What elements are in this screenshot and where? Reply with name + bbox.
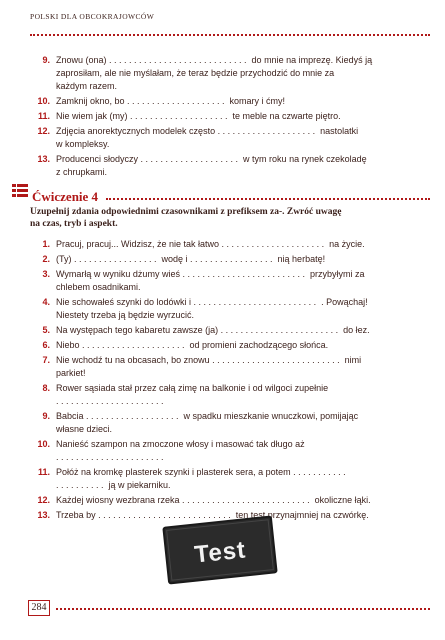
- item-text-line: Na występach tego kabaretu zawsze (ja) . . . . . . . . . . . . . . . . . . . . . . . . do łez.: [56, 325, 370, 335]
- item-text-line: Nanieść szampon na zmoczone włosy i masować tak długo aż: [56, 439, 305, 449]
- item-number: 12.: [37, 495, 50, 505]
- item-number: 8.: [42, 383, 50, 393]
- item-number: 11.: [37, 467, 50, 477]
- list-item: [42, 268, 436, 294]
- list-item: [42, 253, 436, 266]
- exercise-dotted-rule: [106, 198, 430, 200]
- item-text-line: Niebo . . . . . . . . . . . . . . . . . . . . . od promieni zachodzącego słońca.: [56, 340, 329, 350]
- item-number: 3.: [42, 269, 50, 279]
- item-text-line: Trzeba by . . . . . . . . . . . . . . . . . . . . . . . . . . . ten test przynajmniej na czwórkę.: [56, 510, 369, 520]
- list-item: [37, 494, 436, 507]
- running-header: POLSKI DLA OBCOKRAJOWCÓW: [30, 12, 155, 21]
- list-item: [37, 153, 436, 179]
- item-number: 6.: [42, 340, 50, 350]
- item-text-line: Każdej wiosny wezbrana rzeka . . . . . . . . . . . . . . . . . . . . . . . . . . okoliczne łąki.: [56, 495, 371, 505]
- item-text-line: Nie wchodź tu na obcasach, bo znowu . . . . . . . . . . . . . . . . . . . . . . . . . . nimi: [56, 355, 362, 365]
- item-number: 9.: [42, 55, 50, 65]
- item-text-line: chlebem osadnikami.: [56, 282, 141, 292]
- list-item: [42, 339, 436, 352]
- item-text-line: Rower sąsiada stał przez całą zimę na balkonie i od wilgoci zupełnie: [56, 383, 329, 393]
- item-number: 9.: [42, 411, 50, 421]
- list-item: [37, 110, 436, 123]
- item-text-line: . . . . . . . . . . . . . . . . . . . . . .: [56, 452, 164, 462]
- item-text-line: . . . . . . . . . . . . . . . . . . . . . .: [56, 396, 164, 406]
- instruction-line-2: na czas, tryb i aspekt.: [30, 219, 118, 229]
- item-text-line: Pracuj, pracuj... Widzisz, że nie tak łatwo . . . . . . . . . . . . . . . . . . . . . na życie.: [56, 239, 365, 249]
- item-number: 1.: [42, 239, 50, 249]
- exercise-title: Ćwiczenie 4: [32, 189, 99, 204]
- item-number: 10.: [37, 439, 50, 449]
- list-item: [37, 438, 436, 464]
- list-item: [42, 324, 436, 337]
- item-number: 2.: [42, 254, 50, 264]
- item-text-line: z chrupkami.: [56, 167, 108, 177]
- list-item: [42, 296, 436, 322]
- list-item: [37, 466, 436, 492]
- item-text-line: Wymarłą w wyniku dżumy wieś . . . . . . . . . . . . . . . . . . . . . . . . . przybyłymi za: [56, 269, 365, 279]
- list-item: [37, 125, 436, 151]
- item-number: 10.: [37, 96, 50, 106]
- item-text-line: Zamknij okno, bo . . . . . . . . . . . . . . . . . . . . komary i ćmy!: [56, 96, 286, 106]
- item-text-line: Niestety trzeba ją będzie wyrzucić.: [56, 310, 195, 320]
- item-number: 5.: [42, 325, 50, 335]
- item-text-line: Nie wiem jak (my) . . . . . . . . . . . . . . . . . . . . te meble na czwarte piętro.: [56, 111, 341, 121]
- item-text-line: Nie schowałeś szynki do lodówki i . . . . . . . . . . . . . . . . . . . . . . . . . . Powąchaj!: [56, 297, 368, 307]
- item-text-line: Zdjęcia anorektycznych modelek często . . . . . . . . . . . . . . . . . . . . nastolatki: [56, 126, 359, 136]
- chalkboard-image: [158, 514, 282, 586]
- item-text-line: własne dzieci.: [56, 424, 113, 434]
- list-item: [42, 54, 436, 93]
- list-item: [42, 382, 436, 408]
- item-text-line: Babcia . . . . . . . . . . . . . . . . . . . w spadku mieszkanie wnuczkowi, pomijając: [56, 411, 359, 421]
- item-text-line: Połóż na kromkę plasterek szynki i plasterek sera, a potem . . . . . . . . . . .: [56, 467, 346, 477]
- item-number: 12.: [37, 126, 50, 136]
- item-text-line: zaprosiłam, ale nie myślałam, że teraz będzie przychodzić do mnie za: [56, 68, 335, 78]
- list-item: [42, 238, 436, 251]
- item-text-line: Znowu (ona) . . . . . . . . . . . . . . . . . . . . . . . . . . . . do mnie na imprezę. Kiedyś ją: [56, 55, 373, 65]
- exercise-icon: [12, 184, 28, 198]
- item-text-line: każdym razem.: [56, 81, 118, 91]
- item-text-line: parkiet!: [56, 368, 86, 378]
- item-number: 4.: [42, 297, 50, 307]
- footer-dotted-rule: [56, 608, 430, 610]
- item-number: 13.: [37, 154, 50, 164]
- exercise-instruction: [30, 206, 420, 230]
- item-text-line: . . . . . . . . . . ją w piekarniku.: [56, 480, 171, 490]
- item-number: 7.: [42, 355, 50, 365]
- chalkboard-text: Test: [193, 536, 248, 569]
- page-number: 284: [28, 600, 50, 616]
- list-item: [42, 410, 436, 436]
- header-dotted-rule: [30, 34, 430, 36]
- item-number: 11.: [37, 111, 50, 121]
- list-item: [37, 95, 436, 108]
- item-text-line: w kompleksy.: [56, 139, 110, 149]
- instruction-line-1: Uzupełnij zdania odpowiednimi czasownikami z prefiksem za-. Zwróć uwagę: [30, 207, 342, 217]
- item-number: 13.: [37, 510, 50, 520]
- list-item: [42, 354, 436, 380]
- item-text-line: (Ty) . . . . . . . . . . . . . . . . . wodę i . . . . . . . . . . . . . . . . . nią herbatę!: [56, 254, 326, 264]
- item-text-line: Producenci słodyczy . . . . . . . . . . . . . . . . . . . . w tym roku na rynek czekoladę: [56, 154, 367, 164]
